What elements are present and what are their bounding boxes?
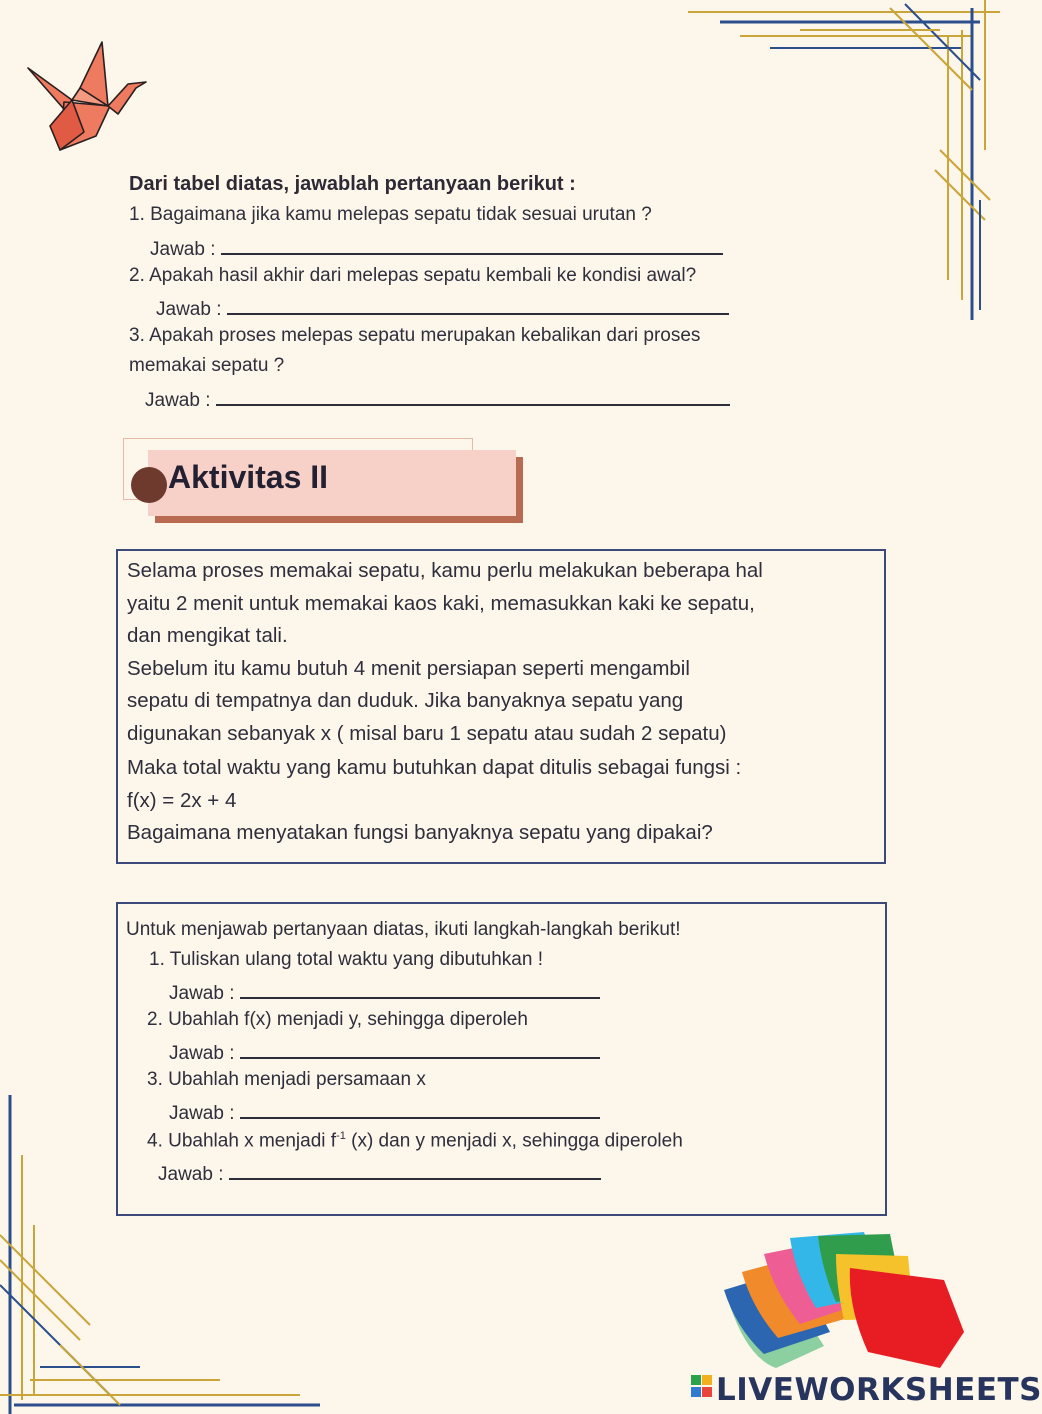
answer-blank-2[interactable]	[227, 295, 729, 315]
step-4-answer-row	[158, 1160, 601, 1186]
story-line: Selama proses memakai sepatu, kamu perlu melakukan beberapa hal	[127, 559, 763, 582]
liveworksheets-watermark: LIVEWORKSHEETS	[716, 1372, 1042, 1408]
question-1: 1. Bagaimana jika kamu melepas sepatu tidak sesuai urutan ?	[129, 204, 652, 225]
story-line: yaitu 2 menit untuk memakai kaos kaki, memasukkan kaki ke sepatu,	[127, 592, 755, 615]
answer-row-2	[156, 295, 729, 321]
step-1-answer-row	[169, 979, 600, 1005]
answer-label: Jawab :	[145, 390, 211, 411]
colored-paper-stack-image	[718, 1228, 970, 1378]
banner-bullet-dot	[131, 467, 167, 503]
question-3-line-1: 3. Apakah proses melepas sepatu merupakan kebalikan dari proses	[129, 325, 701, 346]
answer-label: Jawab :	[150, 239, 216, 260]
story-box	[116, 549, 886, 864]
story-line: dan mengikat tali.	[127, 624, 288, 647]
step-3: 3. Ubahlah menjadi persamaan x	[147, 1069, 426, 1090]
liveworksheets-logo-icon	[691, 1375, 713, 1399]
steps-box	[116, 902, 887, 1216]
step-4-text-pre: 4. Ubahlah x menjadi f	[147, 1130, 337, 1152]
question-2: 2. Apakah hasil akhir dari melepas sepatu kembali ke kondisi awal?	[129, 265, 697, 286]
step-answer-blank-2[interactable]	[240, 1039, 600, 1059]
answer-label: Jawab :	[169, 1103, 235, 1124]
answer-label: Jawab :	[158, 1164, 224, 1185]
origami-crane-image	[24, 40, 152, 160]
answer-label: Jawab :	[169, 1043, 235, 1064]
steps-intro: Untuk menjawab pertanyaan diatas, ikuti langkah-langkah berikut!	[126, 919, 681, 940]
answer-label: Jawab :	[169, 983, 235, 1004]
answer-label: Jawab :	[156, 299, 222, 320]
answer-row-1	[150, 235, 723, 261]
step-3-answer-row	[169, 1099, 600, 1125]
step-4	[147, 1130, 683, 1152]
answer-blank-3[interactable]	[216, 386, 730, 406]
story-line: sepatu di tempatnya dan duduk. Jika banyaknya sepatu yang	[127, 689, 684, 712]
function-formula: f(x) = 2x + 4	[127, 789, 237, 812]
story-line: digunakan sebanyak x ( misal baru 1 sepatu atau sudah 2 sepatu)	[127, 722, 727, 745]
answer-row-3	[145, 386, 730, 412]
step-answer-blank-1[interactable]	[240, 979, 600, 999]
step-2-answer-row	[169, 1039, 600, 1065]
inverse-superscript: -1	[336, 1130, 346, 1142]
step-4-text-post: (x) dan y menjadi x, sehingga diperoleh	[345, 1130, 683, 1152]
answer-blank-1[interactable]	[221, 235, 723, 255]
question-3-line-2: memakai sepatu ?	[129, 355, 285, 376]
story-line: Sebelum itu kamu butuh 4 menit persiapan seperti mengambil	[127, 657, 690, 680]
step-answer-blank-4[interactable]	[229, 1160, 601, 1180]
story-line: Maka total waktu yang kamu butuhkan dapat ditulis sebagai fungsi :	[127, 756, 742, 779]
story-question: Bagaimana menyatakan fungsi banyaknya sepatu yang dipakai?	[127, 821, 713, 844]
step-2: 2. Ubahlah f(x) menjadi y, sehingga diperoleh	[147, 1009, 528, 1030]
corner-frame-top-right	[680, 0, 1000, 320]
step-answer-blank-3[interactable]	[240, 1099, 600, 1119]
activity-title: Aktivitas II	[168, 459, 329, 495]
step-1: 1. Tuliskan ulang total waktu yang dibutuhkan !	[149, 949, 543, 970]
questions-heading: Dari tabel diatas, jawablah pertanyaan berikut :	[129, 173, 576, 195]
